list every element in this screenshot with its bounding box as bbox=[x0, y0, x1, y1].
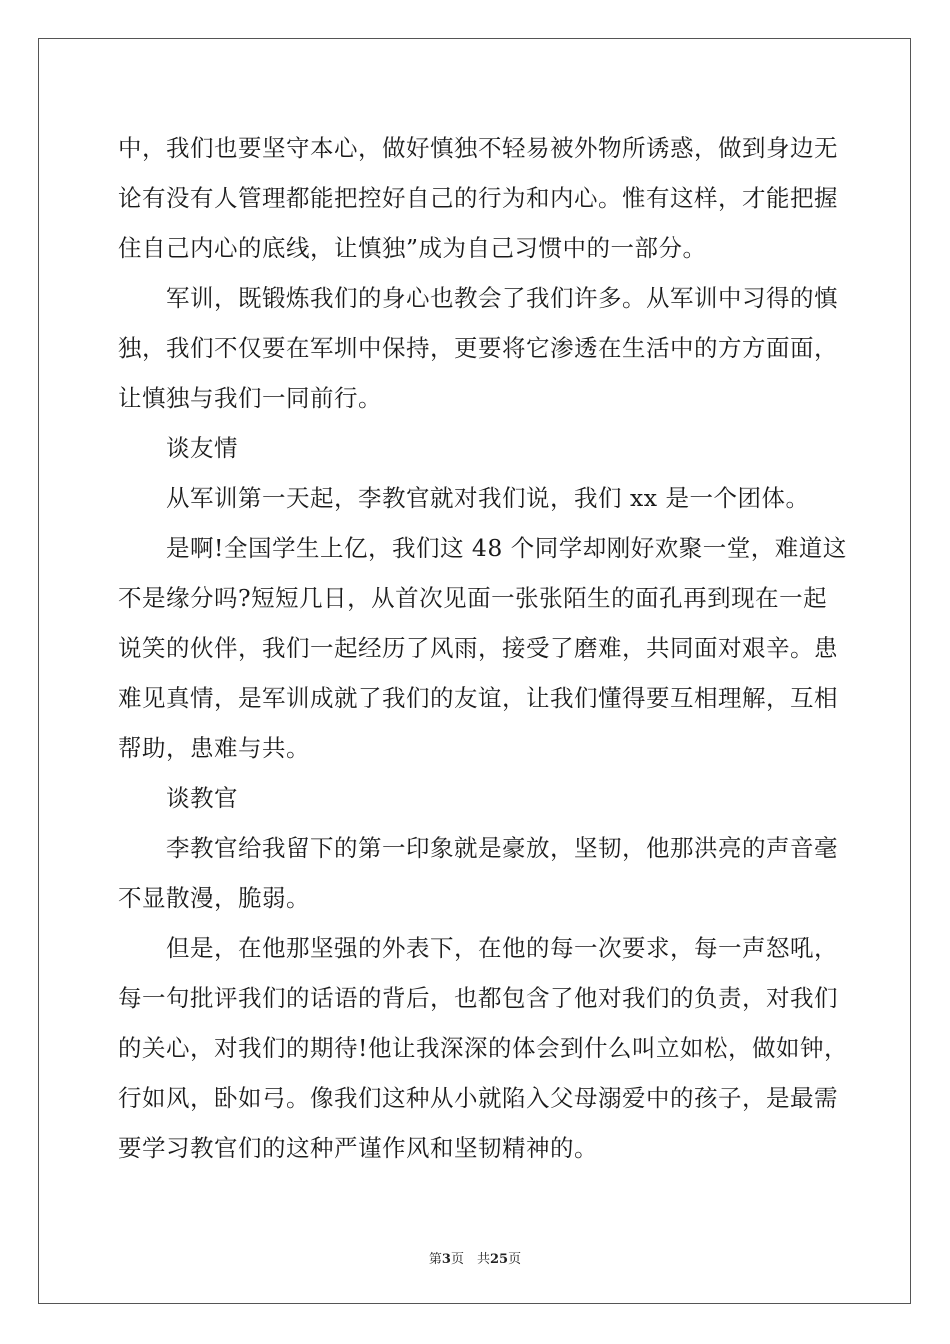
text-line: 不是缘分吗?短短几日，从首次见面一张张陌生的面孔再到现在一起 bbox=[118, 584, 828, 612]
text-line: 住自己内心的底线，让慎独”成为自己习惯中的一部分。 bbox=[118, 234, 707, 262]
section-heading: 谈教官 bbox=[118, 784, 238, 812]
text-line: 中，我们也要坚守本心，做好慎独不轻易被外物所诱惑，做到身边无 bbox=[118, 134, 838, 162]
section-heading: 谈友情 bbox=[118, 434, 238, 462]
text-line: 的关心，对我们的期待!他让我深深的体会到什么叫立如松，做如钟， bbox=[118, 1034, 848, 1062]
text-line: 说笑的伙伴，我们一起经历了风雨，接受了磨难，共同面对艰辛。患 bbox=[118, 634, 838, 662]
current-page-number: 3 bbox=[441, 1252, 451, 1267]
text-line: 李教官给我留下的第一印象就是豪放，坚韧，他那洪亮的声音毫 bbox=[118, 834, 838, 862]
footer-prefix: 第 bbox=[428, 1252, 442, 1267]
page-footer bbox=[0, 1248, 950, 1267]
text-line: 帮助，患难与共。 bbox=[118, 734, 310, 762]
text-line: 行如风，卧如弓。像我们这种从小就陷入父母溺爱中的孩子，是最需 bbox=[118, 1084, 838, 1112]
text-line: 不显散漫，脆弱。 bbox=[118, 884, 310, 912]
footer-mid: 页 共 bbox=[450, 1252, 490, 1267]
text-line: 难见真情，是军训成就了我们的友谊，让我们懂得要互相理解，互相 bbox=[118, 684, 838, 712]
text-line: 从军训第一天起，李教官就对我们说，我们 xx 是一个团体。 bbox=[118, 484, 810, 512]
text-line: 是啊!全国学生上亿，我们这 48 个同学却刚好欢聚一堂，难道这 bbox=[118, 534, 847, 562]
text-line: 但是，在他那坚强的外表下，在他的每一次要求，每一声怒吼， bbox=[118, 934, 838, 962]
text-line: 论有没有人管理都能把控好自己的行为和内心。惟有这样，才能把握 bbox=[118, 184, 838, 212]
text-line: 独，我们不仅要在军圳中保持，更要将它渗透在生活中的方方面面， bbox=[118, 334, 838, 362]
total-page-number: 25 bbox=[489, 1252, 509, 1267]
text-line: 每一句批评我们的话语的背后，也都包含了他对我们的负责，对我们 bbox=[118, 984, 838, 1012]
text-line: 军训，既锻炼我们的身心也教会了我们许多。从军训中习得的慎 bbox=[118, 284, 838, 312]
text-line: 要学习教官们的这种严谨作风和坚韧精神的。 bbox=[118, 1134, 598, 1162]
text-line: 让慎独与我们一同前行。 bbox=[118, 384, 382, 412]
page-border bbox=[38, 38, 911, 1304]
footer-suffix: 页 bbox=[508, 1252, 522, 1267]
